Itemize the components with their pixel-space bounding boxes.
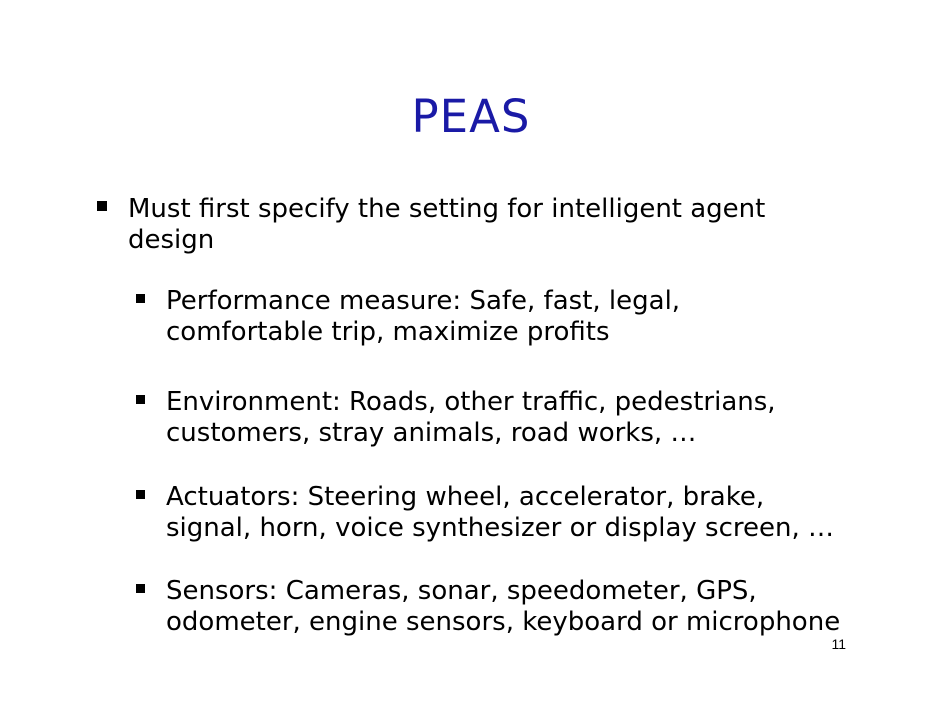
sub-bullet-performance (136, 286, 856, 348)
sub-bullet-sensors (136, 576, 856, 638)
bullet-text: Sensors: Cameras, sonar, speedometer, GPS, odometer, engine sensors, keyboard or microphone (166, 576, 841, 637)
sub-bullet-actuators (136, 482, 856, 544)
square-bullet-icon (136, 490, 145, 499)
bullet-text: Performance measure: Safe, fast, legal, comfortable trip, maximize profits (166, 286, 681, 347)
bullet-text: Must first specify the setting for intelligent agent design (128, 194, 766, 255)
slide-title: PEAS (411, 90, 531, 143)
square-bullet-icon (136, 395, 145, 404)
square-bullet-icon (136, 294, 145, 303)
bullet-text: Environment: Roads, other traffic, pedestrians, customers, stray animals, road works, … (166, 387, 776, 448)
square-bullet-icon (97, 201, 107, 211)
bullet-text: Actuators: Steering wheel, accelerator, brake, signal, horn, voice synthesizer or display screen, … (166, 482, 834, 543)
page-number: 11 (831, 636, 846, 652)
sub-bullet-environment (136, 387, 856, 449)
square-bullet-icon (136, 584, 145, 593)
bullet-item-setting (97, 194, 857, 256)
